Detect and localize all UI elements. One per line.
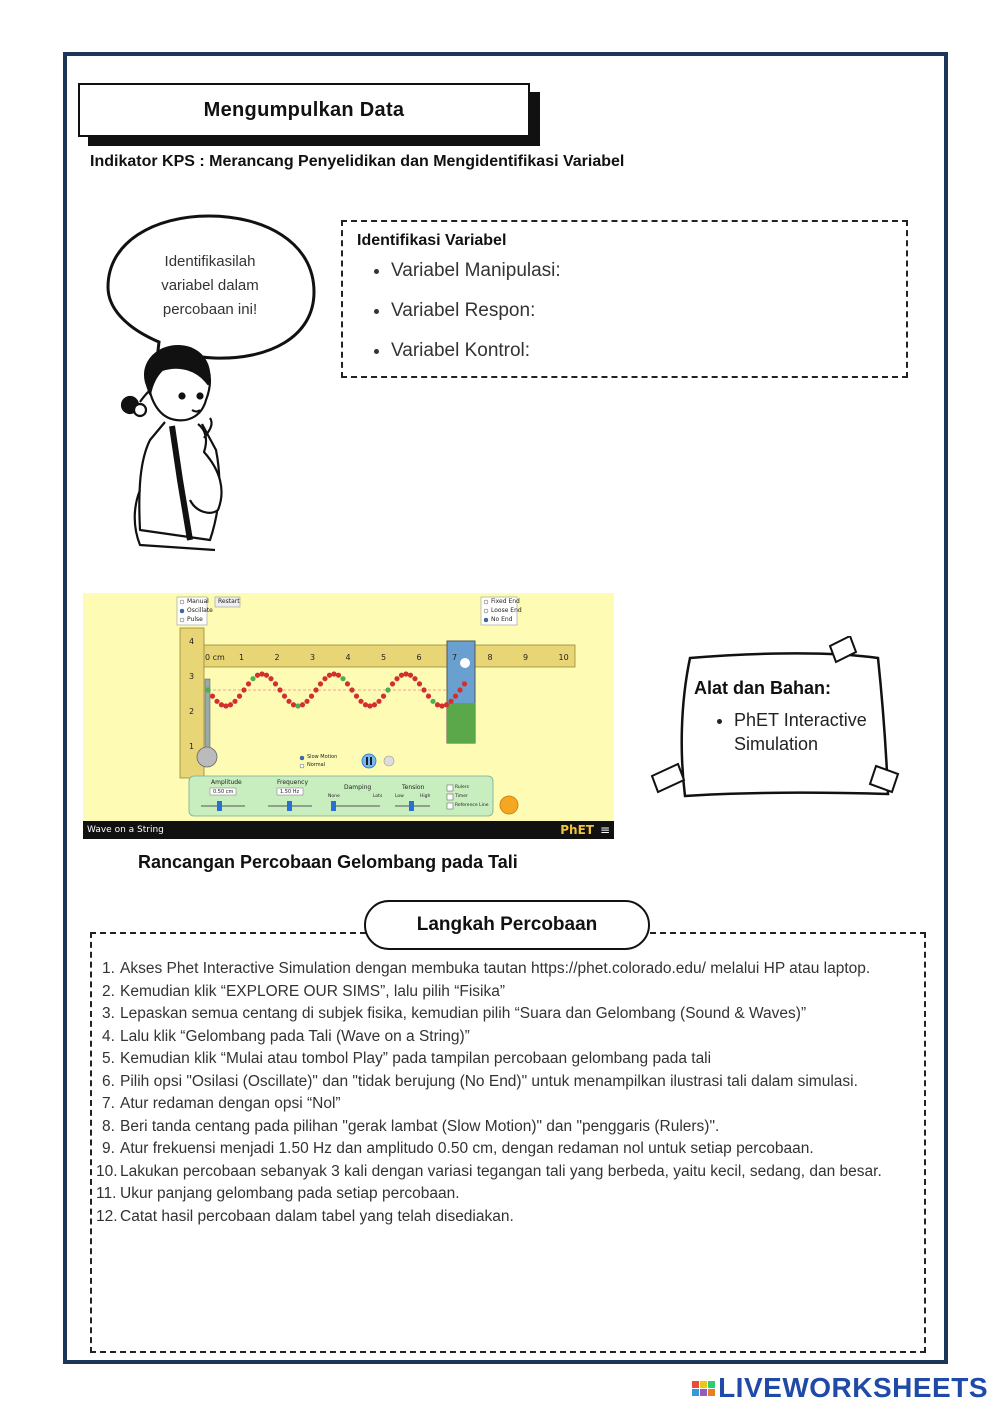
- amplitude-value: 0.50 cm: [213, 789, 234, 795]
- wave-bead: [214, 699, 219, 704]
- wave-bead: [219, 702, 224, 707]
- page-title: Mengumpulkan Data: [78, 83, 530, 137]
- wave-bead: [435, 702, 440, 707]
- wave-bead: [246, 681, 251, 686]
- step-text: Ukur panjang gelombang pada setiap percobaan.: [120, 1185, 460, 1202]
- step-number: 2.: [102, 982, 115, 1000]
- wave-bead: [228, 702, 233, 707]
- wave-bead: [210, 694, 215, 699]
- wave-bead: [340, 676, 345, 681]
- wave-bead: [255, 673, 260, 678]
- wave-bead: [430, 699, 435, 704]
- wave-bead: [394, 676, 399, 681]
- wave-bead: [304, 699, 309, 704]
- step-item: [104, 1071, 909, 1094]
- step-item: [96, 1161, 909, 1184]
- wave-bead: [286, 699, 291, 704]
- simulation-name: Wave on a String: [87, 825, 164, 835]
- tension-label: Tension: [402, 784, 425, 791]
- liveworksheets-text: LIVEWORKSHEETS: [718, 1372, 988, 1403]
- timer-checkbox-label: Timer: [455, 794, 468, 799]
- wave-bead: [264, 673, 269, 678]
- step-text: Pilih opsi "Osilasi (Oscillate)" dan "tidak berujung (No End)" untuk menampilkan ilustrasi tali dalam simulasi.: [120, 1072, 858, 1090]
- wave-bead: [390, 681, 395, 686]
- step-item: [104, 981, 909, 1004]
- variable-item-manipulasi: • Variabel Manipulasi:: [391, 258, 561, 298]
- menu-icon: ≡: [599, 823, 610, 837]
- step-number: 8.: [102, 1117, 115, 1135]
- simulation-caption: Rancangan Percobaan Gelombang pada Tali: [138, 852, 518, 872]
- wave-bead: [381, 694, 386, 699]
- materials-item: • PhET Interactive Simulation: [734, 708, 874, 756]
- liveworksheets-icon: [692, 1381, 715, 1396]
- ruler-tick-label: 3: [310, 653, 316, 662]
- wave-bead: [462, 681, 467, 686]
- steps-title: Langkah Percobaan: [364, 900, 650, 950]
- mode-option: Oscillate: [187, 607, 213, 614]
- wave-bead: [237, 694, 242, 699]
- materials-list: [700, 708, 874, 756]
- wave-bead: [403, 671, 408, 676]
- wave-bead: [331, 671, 336, 676]
- end-option: Fixed End: [491, 598, 520, 605]
- reference-line-checkbox-label: Reference Line: [455, 803, 489, 808]
- step-item: [104, 958, 909, 981]
- wave-bead: [336, 673, 341, 678]
- wave-bead: [426, 694, 431, 699]
- wave-bead: [259, 671, 264, 676]
- step-text: Lepaskan semua centang di subjek fisika, kemudian pilih “Suara dan Gelombang (Sound & Waves)”: [120, 1005, 807, 1022]
- step-item: [104, 1138, 909, 1161]
- ruler-tick-label: 10: [558, 653, 569, 662]
- step-text: Kemudian klik “Mulai atau tombol Play” pada tampilan percobaan gelombang pada tali: [120, 1050, 712, 1067]
- speed-option: Normal: [307, 762, 326, 768]
- step-number: 7.: [102, 1095, 115, 1112]
- ruler-tick-label: 8: [487, 653, 493, 662]
- step-number: 10.: [96, 1162, 118, 1180]
- thinking-girl-illustration: [110, 340, 240, 555]
- vertical-ruler-tick-label: 4: [189, 637, 195, 646]
- wave-bead: [408, 673, 413, 678]
- frequency-label: Frequency: [277, 779, 308, 786]
- ruler-unit: 0 cm: [205, 653, 225, 662]
- wave-bead: [327, 673, 332, 678]
- wave-bead: [268, 676, 273, 681]
- wave-bead: [313, 687, 318, 692]
- wave-bead: [295, 703, 300, 708]
- step-text: Atur redaman dengan opsi “Nol”: [120, 1095, 341, 1112]
- steps-list: [96, 958, 909, 1228]
- step-item: [96, 1206, 909, 1229]
- simulation-footer: [83, 821, 614, 839]
- step-item: [104, 1003, 909, 1026]
- step-number: 4.: [102, 1027, 115, 1045]
- variable-item-kontrol: • Variabel Kontrol:: [391, 338, 561, 378]
- step-text: Lakukan percobaan sebanyak 3 kali dengan variasi tegangan tali yang berbeda, yaitu kecil, sedang, dan besar.: [120, 1162, 882, 1180]
- step-number: 1.: [102, 960, 115, 977]
- wave-bead: [372, 702, 377, 707]
- step-text: Atur frekuensi menjadi 1.50 Hz dan amplitudo 0.50 cm, dengan redaman nol untuk setiap percobaan.: [120, 1140, 814, 1157]
- frequency-value: 1.50 Hz: [280, 789, 300, 795]
- vertical-ruler-tick-label: 3: [189, 672, 195, 681]
- step-item: [104, 1026, 909, 1049]
- wave-bead: [385, 687, 390, 692]
- wave-bead: [399, 673, 404, 678]
- tension-min: Low: [395, 794, 404, 799]
- wave-bead: [349, 687, 354, 692]
- kps-indicator: Indikator KPS : Merancang Penyelidikan dan Mengidentifikasi Variabel: [90, 153, 625, 170]
- step-text: Catat hasil percobaan dalam tabel yang telah disediakan.: [120, 1207, 514, 1225]
- step-number: 6.: [102, 1072, 115, 1090]
- mode-option: Manual: [187, 598, 209, 605]
- wave-bead: [448, 699, 453, 704]
- bubble-line: variabel dalam: [161, 277, 259, 294]
- step-text: Kemudian klik “EXPLORE OUR SIMS”, lalu pilih “Fisika”: [120, 982, 506, 1000]
- wave-bead: [322, 676, 327, 681]
- wave-bead: [444, 702, 449, 707]
- wave-bead: [417, 681, 422, 686]
- ruler-tick-label: 4: [345, 653, 351, 662]
- step-item: [104, 1048, 909, 1071]
- wave-bead: [439, 703, 444, 708]
- step-item: [104, 1116, 909, 1139]
- wave-bead: [309, 694, 314, 699]
- wave-bead: [345, 681, 350, 686]
- wave-bead: [273, 681, 278, 686]
- variable-item-respon: • Variabel Respon:: [391, 298, 561, 338]
- wave-bead: [453, 694, 458, 699]
- wave-bead: [232, 699, 237, 704]
- rulers-checkbox-label: Rulers: [455, 785, 469, 790]
- ruler-tick-label: 7: [452, 653, 458, 662]
- step-item: [96, 1183, 909, 1206]
- restart-button: Restart: [218, 598, 240, 605]
- damping-label: Damping: [344, 784, 372, 791]
- damping-min: None: [328, 794, 340, 799]
- ruler-tick-label: 6: [416, 653, 422, 662]
- wave-bead: [457, 687, 462, 692]
- wave-bead: [223, 703, 228, 708]
- wave-bead: [250, 676, 255, 681]
- ruler-tick-label: 2: [274, 653, 280, 662]
- phet-simulation-screenshot: [83, 593, 614, 839]
- wave-bead: [300, 702, 305, 707]
- vertical-ruler-tick-label: 2: [189, 707, 195, 716]
- wave-bead: [358, 699, 363, 704]
- wave-bead: [412, 676, 417, 681]
- end-option: Loose End: [491, 607, 522, 614]
- phet-logo: PhET: [560, 823, 594, 837]
- damping-max: Lots: [373, 794, 383, 799]
- step-text: Akses Phet Interactive Simulation dengan membuka tautan https://phet.colorado.edu/ melalui HP atau laptop.: [120, 960, 871, 977]
- tension-max: High: [420, 794, 431, 799]
- amplitude-label: Amplitude: [211, 779, 242, 786]
- variable-list: [357, 258, 561, 378]
- wave-bead: [205, 687, 210, 692]
- step-text: Beri tanda centang pada pilihan "gerak lambat (Slow Motion)" dan "penggaris (Rulers)".: [120, 1117, 720, 1135]
- wave-bead: [354, 694, 359, 699]
- step-text: Lalu klik “Gelombang pada Tali (Wave on a String)”: [120, 1027, 470, 1045]
- bubble-line: Identifikasilah: [164, 253, 256, 270]
- wave-bead: [367, 703, 372, 708]
- step-item: [104, 1093, 909, 1116]
- end-option: No End: [491, 616, 513, 623]
- bubble-line: percobaan ini!: [162, 301, 258, 318]
- step-number: 11.: [96, 1185, 117, 1202]
- wave-bead: [318, 681, 323, 686]
- wave-bead: [376, 699, 381, 704]
- step-number: 9.: [102, 1140, 115, 1157]
- wave-beads: [205, 671, 467, 708]
- bubble-text: [130, 250, 290, 322]
- liveworksheets-logo: [692, 1372, 988, 1404]
- wave-bead: [291, 702, 296, 707]
- wave-bead: [363, 702, 368, 707]
- variable-identification-box: [341, 220, 908, 378]
- ruler-tick-label: 9: [523, 653, 529, 662]
- speed-option: Slow Motion: [307, 754, 338, 760]
- materials-title: Alat dan Bahan:: [694, 678, 832, 698]
- variable-box-title: Identifikasi Variabel: [357, 232, 507, 249]
- step-number: 3.: [102, 1005, 115, 1022]
- ruler-tick-label: 5: [381, 653, 387, 662]
- wave-bead: [241, 687, 246, 692]
- wave-bead: [282, 694, 287, 699]
- wave-bead: [421, 687, 426, 692]
- step-number: 5.: [102, 1050, 115, 1067]
- vertical-ruler-tick-label: 1: [189, 742, 195, 751]
- ruler-tick-label: 1: [239, 653, 245, 662]
- mode-option: Pulse: [187, 616, 203, 623]
- wave-bead: [277, 687, 282, 692]
- step-number: 12.: [96, 1207, 118, 1225]
